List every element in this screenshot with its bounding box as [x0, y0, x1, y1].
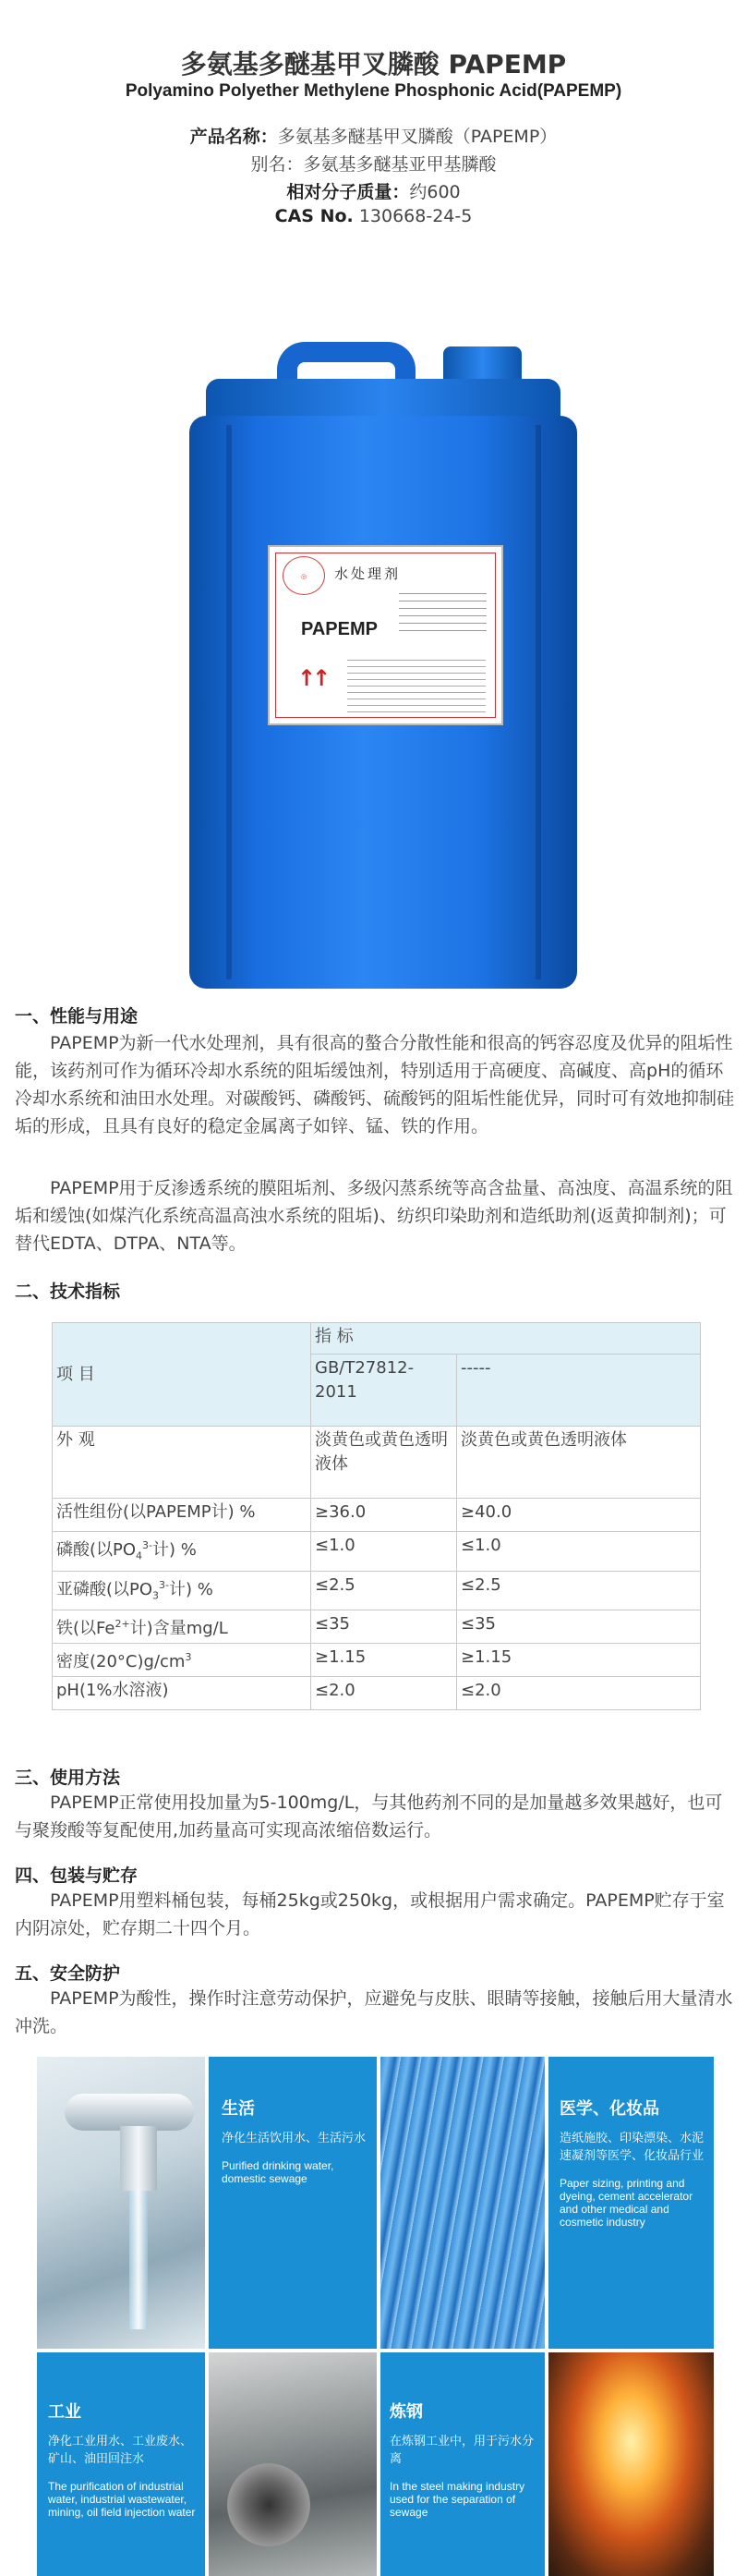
table-header-row	[53, 1323, 701, 1355]
info-alias: 别名：多氨基多醚基亚甲基膦酸	[250, 154, 497, 175]
page-subtitle: Polyamino Polyether Methylene Phosphonic Acid(PAPEMP)	[125, 81, 622, 101]
industrial-pipe-photo	[209, 2352, 377, 2576]
faucet-photo	[37, 2057, 205, 2349]
logo-stamp: ◎	[283, 556, 325, 595]
label-product-name: PAPEMP	[301, 619, 378, 639]
table-row: 铁(以$Fe^{2+}$计)含量mg/L ≤35 ≤35	[53, 1610, 701, 1644]
section-usage-paragraph: PAPEMP正常使用投加量为5-100mg/L，与其他药剂不同的是加量越多效果越好，也可与聚羧酸等复配使用,加药量高可实现高浓缩倍数运行。	[15, 1792, 723, 1841]
section-performance-paragraph-1: PAPEMP为新一代水处理剂，具有很高的螯合分散性能和很高的钙容忍度及优异的阻垢性能，该药剂可作为循环冷却水系统的阻垢缓蚀剂，特别适用于高硬度、高碱度、高pH的循环冷却水系统和油田水处理。对碳酸钙、磷酸钙、硫酸钙的阻垢性能优异，同时可有效地抑制硅垢的形成，且具有良好的稳定金属离子如锌、锰、铁的作用。	[15, 1033, 735, 1136]
header-standard-1: GB/T27812-2011	[311, 1355, 457, 1427]
section-performance-paragraph-2: PAPEMP用于反渗透系统的膜阻垢剂、多级闪蒸系统等高含盐量、高浊度、高温系统的阻垢和缓蚀(如煤汽化系统高温高浊水系统的阻垢)、纺织印染助剂和造纸助剂(返黄抑制剂)；可替代EDTA、DTPA、NTA等。	[15, 1178, 733, 1254]
header-index: 指 标	[311, 1323, 701, 1355]
application-tile-industry: 工业 净化工业用水、工业废水、矿山、油田回注水 The purification of industrial water, industrial wastewater, mining, oil field injection water	[37, 2352, 205, 2576]
header-standard-2: -----	[457, 1355, 701, 1427]
applications-collage	[37, 2057, 714, 2576]
steel-furnace-photo	[548, 2352, 714, 2576]
spec-table	[52, 1322, 701, 1710]
table-row: 密度$(20^\circ C)g/cm^3$ ≥1.15 ≥1.15	[53, 1644, 701, 1677]
this-way-up-icon: ↑↑	[297, 665, 328, 691]
section-safety-paragraph: PAPEMP为酸性，操作时注意劳动保护，应避免与皮肤、眼睛等接触，接触后用大量清水冲洗。	[15, 1988, 733, 2036]
section-packaging-paragraph: PAPEMP用塑料桶包装，每桶25kg或250kg，或根据用户需求确定。PAPEMP贮存于室内阴凉处，贮存期二十四个月。	[15, 1890, 725, 1938]
page-title: 多氨基多醚基甲叉膦酸 PAPEMP	[180, 49, 567, 79]
table-row: 亚磷酸(以$PO_3^{3-}$计) % ≤2.5 ≤2.5	[53, 1571, 701, 1610]
section-heading-packaging: 四、包装与贮存	[15, 1865, 139, 1886]
info-cas: CAS No. 130668-24-5	[274, 206, 473, 226]
info-product-name: 产品名称：多氨基多醚基甲叉膦酸（PAPEMP）	[189, 127, 558, 147]
table-row: 活性组份(以PAPEMP计) % ≥36.0 ≥40.0	[53, 1499, 701, 1532]
application-tile-domestic: 生活 净化生活饮用水、生活污水 Purified drinking water, domestic sewage	[209, 2057, 377, 2349]
application-tile-medical: 医学、化妆品 造纸施胶、印染漂染、水泥速凝剂等医学、化妆品行业 Paper sizing, printing and dyeing, cement accelerator and other medical and cosmetic industry	[548, 2057, 714, 2349]
table-row: pH(1%水溶液) ≤2.0 ≤2.0	[53, 1677, 701, 1710]
application-tile-steel: 炼钢 在炼钢工业中，用于污水分离 In the steel making industry used for the separation of sewage	[380, 2352, 545, 2576]
table-row: 外 观 淡黄色或黄色透明液体 淡黄色或黄色透明液体	[53, 1427, 701, 1499]
label-water-treatment: 水处理剂	[334, 565, 402, 582]
header-item: 项 目	[53, 1323, 311, 1427]
section-heading-safety: 五、安全防护	[15, 1963, 121, 1984]
section-heading-performance: 一、性能与用途	[15, 1006, 139, 1027]
section-heading-usage: 三、使用方法	[15, 1768, 121, 1788]
dyeing-fabric-photo	[380, 2057, 545, 2349]
info-molecular-weight: 相对分子质量：约600	[286, 182, 461, 202]
table-row: 磷酸(以$PO_4^{3-}$计) % ≤1.0 ≤1.0	[53, 1532, 701, 1572]
section-heading-specs: 二、技术指标	[15, 1282, 121, 1302]
canister-label	[268, 545, 503, 725]
